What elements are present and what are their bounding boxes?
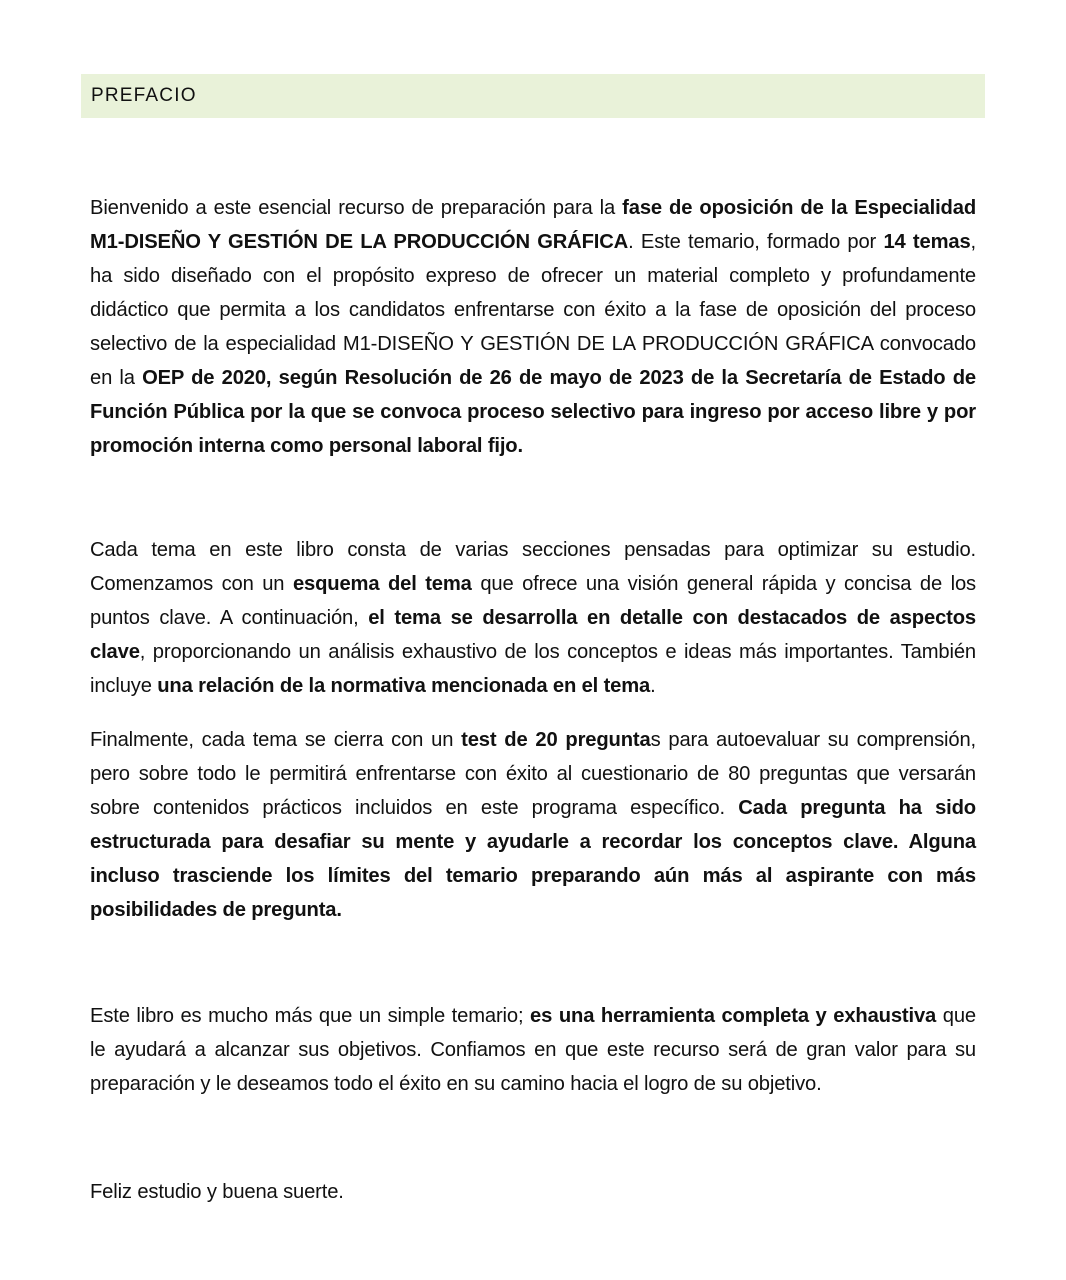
- bold-text-segment: esquema del tema: [292, 573, 472, 595]
- text-segment: que ofrece una visión general rápida y concisa de los puntos clave. A continuación,: [90, 573, 976, 629]
- text-segment: Feliz estudio y buena suerte.: [90, 1181, 344, 1203]
- text-segment: Bienvenido a este esencial recurso de preparación para la: [90, 197, 623, 219]
- bold-text-segment: OEP de 2020, según Resolución de 26 de mayo de 2023 de la Secretaría de Estado de Función Pública por la que se convoca proceso selectivo para ingreso por acceso libre y por promoción interna como personal laboral fijo.: [90, 367, 976, 457]
- paragraph-structure: [90, 533, 976, 703]
- paragraph-conclusion: [90, 999, 976, 1101]
- paragraph-test: [90, 723, 976, 927]
- bold-text-segment: test de 20 pregunta: [461, 729, 651, 751]
- bold-text-segment: es una herramienta completa y exhaustiva: [530, 1005, 937, 1027]
- bold-text-segment: fase de oposición de la Especialidad M1-DISEÑO Y GESTIÓN DE LA PRODUCCIÓN GRÁFICA: [90, 197, 976, 253]
- text-segment: Este libro es mucho más que un simple temario;: [90, 1005, 531, 1027]
- bold-text-segment: 14 temas: [883, 231, 971, 253]
- paragraph-text: [90, 533, 976, 703]
- text-segment: que le ayudará a alcanzar sus objetivos. Confiamos en que este recurso será de gran valor para su preparación y le deseamos todo el éxito en su camino hacia el logro de su objetivo.: [90, 1005, 976, 1095]
- text-segment: Finalmente, cada tema se cierra con un: [90, 729, 462, 751]
- text-segment: , ha sido diseñado con el propósito expreso de ofrecer un material completo y profundamente didáctico que permita a los candidatos enfrentarse con éxito a la fase de oposición del proceso selectivo de la especialidad M1-DISEÑO Y GESTIÓN DE LA PRODUCCIÓN GRÁFICA convocado en la: [90, 231, 976, 389]
- text-segment: .: [650, 675, 656, 697]
- text-segment: Cada tema en este libro consta de varias secciones pensadas para optimizar su estudio. Comenzamos con un: [90, 539, 976, 595]
- bold-text-segment: una relación de la normativa mencionada en el tema: [157, 675, 651, 697]
- paragraph-intro: [90, 191, 976, 463]
- bold-text-segment: Cada pregunta ha sido estructurada para desafiar su mente y ayudarle a recordar los conceptos clave. Alguna incluso trasciende los límites del temario preparando aún más al aspirante con más posibilidades de pregunta.: [90, 797, 976, 921]
- section-title: PREFACIO: [91, 85, 197, 106]
- paragraph-text: [90, 723, 976, 927]
- paragraph-text: [90, 999, 976, 1101]
- bold-text-segment: el tema se desarrolla en detalle con destacados de aspectos clave: [90, 607, 976, 663]
- paragraph-text: [90, 191, 976, 463]
- section-header-bar: [81, 74, 985, 118]
- text-segment: . Este temario, formado por: [628, 231, 884, 253]
- text-segment: s para autoevaluar su comprensión, pero sobre todo le permitirá enfrentarse con éxito al cuestionario de 80 preguntas que versarán sobre contenidos prácticos incluidos en este programa específico.: [90, 729, 977, 819]
- text-segment: , proporcionando un análisis exhaustivo de los conceptos e ideas más importantes. También incluye: [90, 641, 976, 697]
- paragraph-farewell: [90, 1175, 976, 1209]
- paragraph-text: [90, 1175, 976, 1209]
